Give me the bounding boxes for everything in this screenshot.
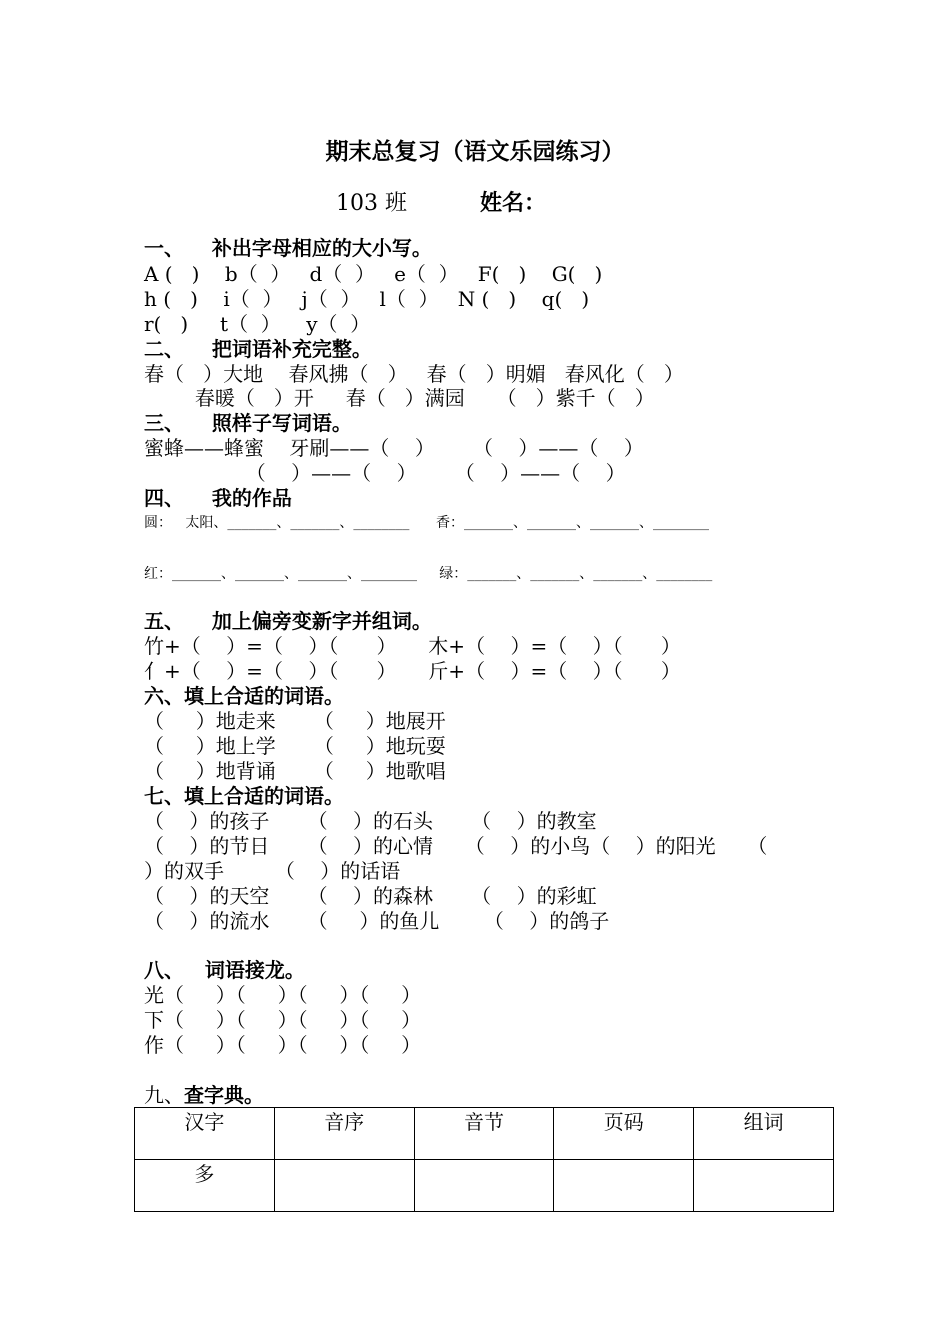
dictionary-table xyxy=(134,1107,834,1212)
section-4-line-1: 圆： 太阳、_______、_______、________ 香：_______、_______、_______、________ xyxy=(144,515,710,531)
section-7-line-2: （ ）的节日 （ ）的心情 （ ）的小鸟（ ）的阳光 （ xyxy=(144,834,768,858)
section-6-line-3: （ ）地背诵 （ ）地歌唱 xyxy=(144,759,446,783)
section-9-heading xyxy=(144,1083,264,1108)
section-3-heading: 三、 照样子写词语。 xyxy=(144,411,352,435)
section-7-line-1: （ ）的孩子 （ ）的石头 （ ）的教室 xyxy=(144,809,597,833)
section-4-line-2: 红：_______、_______、_______、________ 绿：_______、_______、_______、________ xyxy=(144,566,713,582)
class-label: 103 班 xyxy=(336,191,407,216)
table-header-cell: 页码 xyxy=(554,1108,694,1160)
section-6-line-2: （ ）地上学 （ ）地玩耍 xyxy=(144,734,446,758)
section-8-heading: 八、 词语接龙。 xyxy=(144,958,305,982)
section-1-line-3: r( ) t（ ） y（ ） xyxy=(144,312,371,336)
section-9-title: 查字典。 xyxy=(184,1083,264,1107)
section-2-line-2: 春暖（ ）开 春（ ）满园 （ ）紫千（ ） xyxy=(144,386,655,410)
section-4-heading: 四、 我的作品 xyxy=(144,486,292,510)
section-8-line-3: 作（ ）（ ）（ ）（ ） xyxy=(144,1033,422,1057)
section-5-line-1: 竹+（ ）=（ ）（ ） 木+（ ）=（ ）（ ） xyxy=(144,634,681,658)
name-label: 姓名： xyxy=(480,191,547,216)
section-9-number: 九、 xyxy=(144,1083,184,1107)
section-5-heading: 五、 加上偏旁变新字并组词。 xyxy=(144,609,432,633)
section-3-line-1: 蜜蜂——蜂蜜 牙刷——（ ） （ ）——（ ） xyxy=(144,436,644,460)
table-header-row xyxy=(135,1108,834,1160)
table-cell[interactable] xyxy=(414,1160,554,1212)
table-header-cell: 音节 xyxy=(414,1108,554,1160)
section-1-line-1: A ( ) b（ ） d（ ） e（ ） F( ) G( ) xyxy=(144,262,603,286)
table-cell[interactable] xyxy=(694,1160,834,1212)
table-header-cell: 音序 xyxy=(274,1108,414,1160)
table-row xyxy=(135,1160,834,1212)
section-6-heading: 六、填上合适的词语。 xyxy=(144,684,344,708)
page-title: 期末总复习（语文乐园练习） xyxy=(325,139,625,165)
table-cell[interactable] xyxy=(554,1160,694,1212)
section-5-line-2: 亻+（ ）=（ ）（ ） 斤+（ ）=（ ）（ ） xyxy=(144,659,681,683)
section-1-heading: 一、 补出字母相应的大小写。 xyxy=(144,236,432,260)
table-cell[interactable] xyxy=(274,1160,414,1212)
section-8-line-1: 光（ ）（ ）（ ）（ ） xyxy=(144,983,422,1007)
section-7-heading: 七、填上合适的词语。 xyxy=(144,784,344,808)
section-2-line-1: 春（ ）大地 春风拂（ ） 春（ ）明媚 春风化（ ） xyxy=(144,362,684,386)
section-1-line-2: h ( ) i（ ） j（ ） l（ ） N ( ) q( ) xyxy=(144,287,590,311)
section-7-line-3: ）的双手 （ ）的话语 xyxy=(144,859,401,883)
section-6-line-1: （ ）地走来 （ ）地展开 xyxy=(144,709,446,733)
section-7-line-5: （ ）的流水 （ ）的鱼儿 （ ）的鸽子 xyxy=(144,909,610,933)
section-7-line-4: （ ）的天空 （ ）的森林 （ ）的彩虹 xyxy=(144,884,597,908)
section-8-line-2: 下（ ）（ ）（ ）（ ） xyxy=(144,1008,422,1032)
section-3-line-2: （ ）——（ ） （ ）——（ ） xyxy=(144,461,626,485)
table-header-cell: 汉字 xyxy=(135,1108,275,1160)
table-header-cell: 组词 xyxy=(694,1108,834,1160)
section-2-heading: 二、 把词语补充完整。 xyxy=(144,337,372,361)
table-cell: 多 xyxy=(135,1160,275,1212)
